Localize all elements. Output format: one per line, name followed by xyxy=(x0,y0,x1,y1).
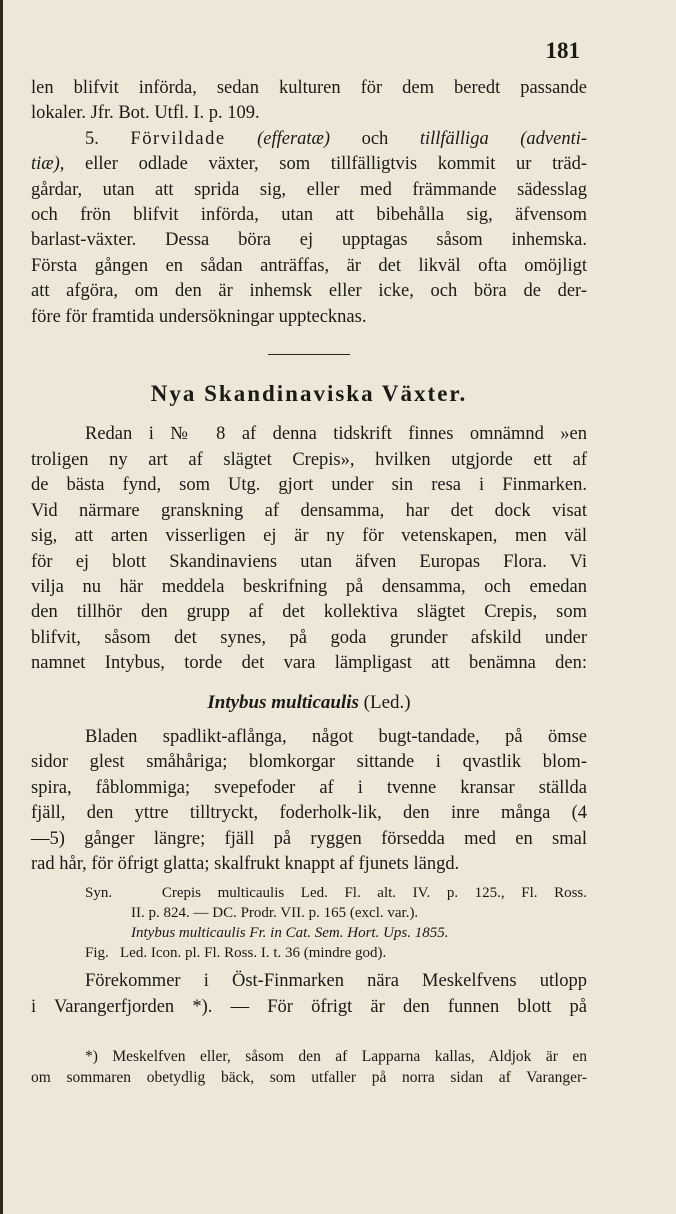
section-divider xyxy=(268,354,350,355)
paragraph-5 xyxy=(31,969,587,1020)
text-line: sidor glest småhåriga; blomkorgar sittande i qvastlik blom- xyxy=(31,752,587,773)
body-text xyxy=(31,76,587,1088)
text-line xyxy=(31,127,587,152)
figure-line xyxy=(31,943,587,963)
figure-label: Fig. xyxy=(85,945,109,962)
text-line: de bästa fynd, som Utg. gjort under sin resa i Finmarken. xyxy=(31,475,587,496)
text-line: barlast-växter. Dessa böra ej upptagas såsom inhemska. xyxy=(31,230,587,251)
text-line: i Varangerfjorden *). — För öfrigt är den funnen blott på xyxy=(31,996,587,1017)
text-line: Förekommer i Öst-Finmarken nära Meskelfvens utlopp xyxy=(85,971,587,992)
text-line: den tillhör den grupp af det kollektiva slägtet Crepis, som xyxy=(31,602,587,623)
text-line: och frön blifvit införda, utan att bibehålla sig, äfvensom xyxy=(31,205,587,226)
text-line: sig, att arten visserligen ej är ny för vetenskapen, men väl xyxy=(31,526,587,547)
page-edge xyxy=(0,0,3,1214)
synonym-line: Intybus multicaulis Fr. in Cat. Sem. Hort. Ups. 1855. xyxy=(131,925,449,942)
text-line: före för framtida undersökningar upptecknas. xyxy=(31,306,367,327)
text-line: rad hår, för öfrigt glatta; skalfrukt knappt af fjunets längd. xyxy=(31,853,460,874)
synonym-line: II. p. 824. — DC. Prodr. VII. p. 165 (excl. var.). xyxy=(131,905,419,922)
text-line: Första gången en sådan anträffas, är det likväl ofta omöjligt xyxy=(31,255,587,276)
latin-term-2: (adventi- xyxy=(520,128,588,149)
page-number: 181 xyxy=(545,38,580,63)
latin-term-cont: tiæ) xyxy=(31,154,60,175)
text-line: namnet Intybus, torde det vara lämpligast att benämna den: xyxy=(31,653,587,674)
term-2: tillfälliga xyxy=(419,128,489,149)
paragraph-2 xyxy=(31,127,587,330)
text-fragment: , eller odlade växter, som tillfälligtvis kommit ur träd- xyxy=(59,154,587,175)
synonym-label: Syn. xyxy=(85,885,113,902)
text-line: len blifvit införda, sedan kulturen för dem beredt passande xyxy=(31,78,587,98)
text-line: —5) gånger längre; fjäll på ryggen försedda med en smal xyxy=(31,828,587,849)
synonyms xyxy=(31,883,587,963)
item-number: 5. xyxy=(85,128,99,149)
text-line: Bladen spadlikt-aflånga, något bugt-tandade, på ömse xyxy=(85,726,587,747)
section-heading: Nya Skandinaviska Växter. xyxy=(150,381,468,407)
text-line: blifvit, såsom det synes, på goda grunder afskild under xyxy=(31,627,587,648)
text-line: gårdar, utan att sprida sig, eller med främmande sädesslag xyxy=(31,179,587,200)
synonym-line xyxy=(31,883,587,903)
text-line: troligen ny art af slägtet Crepis», hvilken utgjorde ett af xyxy=(31,449,587,470)
synonym-text: Crepis multicaulis Led. Fl. alt. IV. p. 125., Fl. Ross. xyxy=(161,885,587,902)
conjunction: och xyxy=(361,128,389,149)
paragraph-3 xyxy=(31,422,587,676)
text-line: vilja nu här meddela beskrifning på densamma, och emedan xyxy=(31,576,587,597)
text-line: Vid närmare granskning af densamma, har det dock visat xyxy=(31,500,587,521)
latin-term: (efferatæ) xyxy=(257,128,331,149)
species-author: (Led.) xyxy=(363,691,411,713)
footnote xyxy=(31,1046,587,1088)
text-line: spira, fåblommiga; svepefoder af i tvenne kransar ställda xyxy=(31,777,587,798)
text-line: för ej blott Skandinaviens utan äfven Europas Flora. Vi xyxy=(31,551,587,572)
species-name: Intybus multicaulis xyxy=(207,691,359,713)
text-line: lokaler. Jfr. Bot. Utfl. I. p. 109. xyxy=(31,103,260,124)
paragraph-1 xyxy=(31,76,587,127)
figure-text: Led. Icon. pl. Fl. Ross. I. t. 36 (mindre god). xyxy=(120,945,387,962)
term: Förvildade xyxy=(130,128,226,149)
paragraph-4 xyxy=(31,725,587,877)
text-line: fjäll, den yttre tilltryckt, foderholk-lik, den inre många (4 xyxy=(31,803,587,824)
text-line: Redan i № 8 af denna tidskrift finnes omnämnd »en xyxy=(85,424,587,445)
text-line: att afgöra, om den är inhemsk eller icke, och böra de der- xyxy=(31,281,587,302)
text-line xyxy=(31,152,587,177)
footnote-line: om sommaren obetydlig bäck, som utfaller på norra sidan af Varanger- xyxy=(31,1069,587,1087)
footnote-line: *) Meskelfven eller, såsom den af Lapparna kallas, Aldjok är en xyxy=(85,1048,587,1066)
species-title xyxy=(31,690,587,715)
